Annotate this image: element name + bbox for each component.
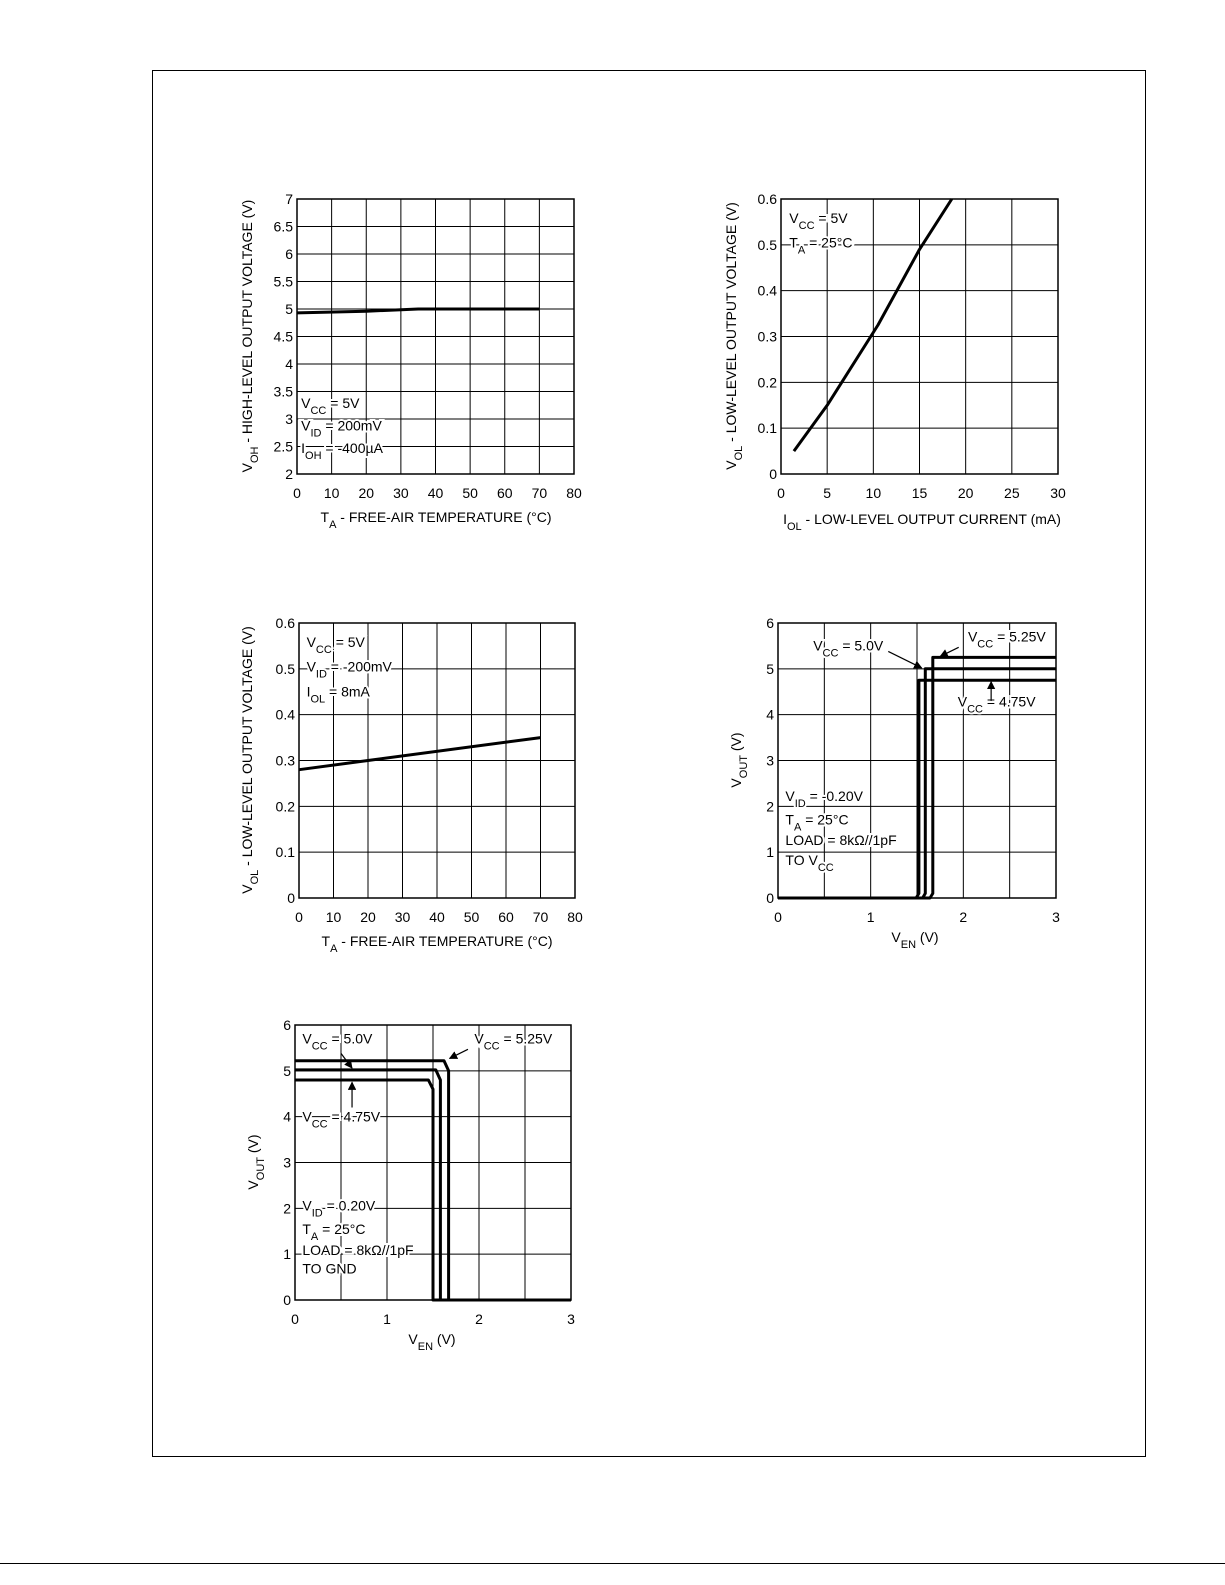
- y-tick-label: 0.2: [757, 374, 777, 391]
- annotation: [474, 1030, 552, 1052]
- subscript: OL: [310, 693, 326, 706]
- text-run: (V): [245, 1134, 261, 1157]
- text-run: - FREE-AIR TEMPERATURE (°C): [336, 509, 552, 525]
- text-run: = 5.0V: [327, 1030, 373, 1047]
- x-tick-label: 80: [566, 485, 582, 501]
- y-tick-label: 0.1: [757, 420, 777, 437]
- annotation: [301, 395, 360, 417]
- chart-vout-vs-ven-pos: [245, 1017, 575, 1353]
- subscript: CC: [483, 1040, 500, 1053]
- text-run: = 5.0V: [838, 637, 884, 654]
- y-tick-label: 1: [766, 844, 774, 861]
- subscript: EN: [417, 1341, 434, 1353]
- text-run: = 5V: [331, 633, 365, 650]
- text-run: V: [239, 463, 255, 473]
- x-tick-label: 30: [393, 485, 409, 501]
- y-tick-label: 0.4: [757, 282, 777, 299]
- x-tick-label: 3: [1052, 909, 1060, 925]
- annotation: [785, 812, 848, 834]
- y-axis-label: [728, 732, 750, 787]
- y-tick-label: 5.5: [273, 273, 293, 290]
- text-run: = 5.25V: [993, 628, 1046, 645]
- x-tick-label: 1: [383, 1311, 391, 1327]
- text-run: = 0.20V: [322, 1197, 376, 1214]
- text-run: - LOW-LEVEL OUTPUT VOLTAGE (V): [723, 202, 739, 446]
- annotation: [813, 638, 884, 660]
- annotation: [302, 1198, 376, 1220]
- subscript: CC: [977, 638, 994, 651]
- text-run: = 4.75V: [327, 1108, 381, 1125]
- text-run: V: [245, 1180, 261, 1190]
- annotation: [302, 1221, 365, 1243]
- subscript: CC: [798, 219, 815, 232]
- subscript: OH: [305, 450, 322, 463]
- y-tick-label: 7: [285, 191, 293, 207]
- subscript: ID: [794, 797, 806, 810]
- y-tick-label: 3: [766, 752, 774, 769]
- text-run: = 25°C: [318, 1221, 366, 1237]
- y-tick-label: 0.3: [275, 752, 295, 769]
- annotation: [307, 659, 393, 681]
- text-run: V: [239, 884, 255, 894]
- text-run: TO V: [785, 852, 818, 868]
- text-run: V: [891, 929, 901, 945]
- text-run: V: [302, 1197, 312, 1214]
- text-run: LOAD = 8kΩ//1pF: [302, 1242, 414, 1259]
- annotation: [785, 852, 833, 874]
- x-tick-label: 40: [429, 909, 445, 925]
- y-tick-label: 1: [283, 1246, 291, 1263]
- y-tick-label: 2: [285, 466, 293, 482]
- subscript: ID: [310, 427, 322, 440]
- text-run: = -0.20V: [805, 787, 863, 804]
- y-tick-label: 0.6: [275, 615, 295, 631]
- series-line: [299, 738, 541, 770]
- text-run: = -400µA: [321, 440, 383, 457]
- y-tick-label: 0.1: [275, 844, 295, 861]
- y-tick-label: 0.5: [275, 660, 295, 677]
- text-run: I: [306, 683, 311, 700]
- x-tick-label: 60: [496, 485, 513, 501]
- chart-voh-vs-temp: [239, 191, 582, 531]
- text-run: = 5V: [326, 395, 360, 411]
- annotation-arrow: [450, 1049, 468, 1058]
- annotation: [789, 210, 848, 232]
- text-run: T: [785, 811, 794, 828]
- text-run: V: [301, 395, 311, 411]
- x-tick-label: 0: [293, 485, 301, 501]
- y-tick-label: 2: [766, 798, 774, 815]
- text-run: = -200mV: [326, 658, 392, 675]
- text-run: TO GND: [302, 1260, 357, 1277]
- x-tick-label: 20: [358, 485, 375, 501]
- annotation: [958, 693, 1036, 715]
- text-run: V: [813, 637, 823, 654]
- text-run: - LOW-LEVEL OUTPUT CURRENT (mA): [801, 511, 1061, 527]
- text-run: V: [728, 778, 744, 788]
- x-tick-label: 20: [957, 485, 974, 501]
- text-run: (V): [728, 732, 744, 755]
- y-tick-label: 4.5: [273, 328, 293, 345]
- text-run: (V): [916, 929, 939, 945]
- text-run: = 4.75V: [983, 693, 1036, 710]
- annotation-arrow: [940, 647, 959, 656]
- x-tick-label: 50: [463, 909, 480, 925]
- subscript: CC: [311, 1040, 328, 1053]
- text-run: - FREE-AIR TEMPERATURE (°C): [337, 933, 553, 949]
- text-run: V: [474, 1030, 484, 1047]
- text-run: V: [785, 787, 795, 804]
- text-run: I: [783, 511, 787, 527]
- subscript: ID: [315, 668, 327, 681]
- y-tick-label: 0.3: [757, 328, 777, 345]
- text-run: T: [321, 933, 331, 949]
- annotation: [302, 1108, 380, 1130]
- y-tick-label: 3: [285, 411, 293, 427]
- subscript: EN: [900, 939, 917, 951]
- y-tick-label: 2.5: [273, 438, 293, 455]
- y-tick-label: 0.4: [275, 706, 295, 723]
- x-tick-label: 10: [325, 909, 342, 925]
- x-tick-label: 10: [323, 485, 340, 501]
- text-run: = 5V: [814, 209, 848, 226]
- text-run: V: [301, 417, 311, 434]
- y-tick-label: 6: [766, 615, 774, 631]
- y-tick-label: 6: [285, 246, 293, 262]
- x-tick-label: 70: [531, 485, 548, 501]
- x-axis-label: [408, 1331, 455, 1353]
- subscript: CC: [311, 1118, 328, 1131]
- y-axis-label: [245, 1134, 267, 1189]
- x-tick-label: 30: [1050, 485, 1066, 501]
- annotation: [968, 628, 1046, 650]
- text-run: - LOW-LEVEL OUTPUT VOLTAGE (V): [239, 626, 255, 870]
- x-tick-label: 0: [777, 485, 785, 501]
- y-tick-label: 5: [285, 301, 293, 317]
- y-tick-label: 0.6: [757, 191, 777, 207]
- y-tick-label: 3: [283, 1154, 291, 1171]
- x-tick-label: 1: [866, 909, 875, 925]
- series-line: [297, 309, 539, 313]
- text-run: V: [967, 628, 978, 645]
- text-run: V: [306, 633, 316, 650]
- text-run: LOAD = 8kΩ//1pF: [785, 831, 897, 848]
- y-tick-label: 4: [766, 706, 774, 723]
- y-tick-label: 4: [283, 1108, 291, 1125]
- annotation: [302, 1030, 373, 1052]
- x-tick-label: 0: [291, 1311, 299, 1327]
- text-run: - HIGH-LEVEL OUTPUT VOLTAGE (V): [239, 199, 255, 447]
- annotation: [302, 1260, 356, 1276]
- text-run: V: [306, 658, 316, 675]
- x-tick-label: 2: [475, 1311, 483, 1327]
- text-run: T: [302, 1221, 311, 1237]
- y-tick-label: 0: [766, 890, 774, 906]
- text-run: I: [301, 440, 306, 457]
- y-tick-label: 0.2: [275, 798, 295, 815]
- x-axis-label: [321, 509, 552, 531]
- x-tick-label: 70: [532, 909, 549, 925]
- annotation: [301, 440, 383, 462]
- y-tick-label: 6.5: [273, 218, 293, 235]
- subscript: OL: [786, 521, 802, 533]
- subscript: OL: [733, 445, 745, 461]
- y-tick-label: 5: [283, 1062, 291, 1079]
- y-tick-label: 0.5: [757, 236, 777, 253]
- x-tick-label: 0: [295, 909, 303, 925]
- annotation: [307, 634, 366, 656]
- annotation: [302, 1242, 413, 1258]
- text-run: V: [789, 209, 799, 226]
- subscript: OUT: [255, 1156, 267, 1181]
- y-tick-label: 3.5: [273, 383, 293, 400]
- subscript: A: [310, 1231, 319, 1243]
- subscript: OH: [249, 446, 261, 464]
- x-tick-label: 3: [567, 1311, 575, 1327]
- subscript: CC: [310, 405, 327, 417]
- x-tick-label: 30: [394, 909, 411, 925]
- x-tick-label: 80: [567, 909, 583, 925]
- subscript: CC: [817, 862, 834, 874]
- x-tick-label: 60: [498, 909, 514, 925]
- text-run: T: [789, 234, 798, 251]
- text-run: V: [723, 460, 739, 470]
- text-run: = 5.25V: [499, 1030, 553, 1047]
- x-axis-label: [891, 929, 938, 951]
- x-axis-label: [322, 933, 553, 955]
- x-tick-label: 15: [911, 485, 928, 501]
- y-tick-label: 6: [283, 1017, 291, 1033]
- chart-vol-vs-temp: [239, 615, 583, 955]
- text-run: (V): [433, 1331, 456, 1347]
- y-axis-label: [723, 202, 745, 470]
- x-tick-label: 20: [360, 909, 376, 925]
- text-run: V: [408, 1331, 418, 1347]
- text-run: = 25°C: [801, 811, 849, 828]
- subscript: A: [330, 943, 338, 955]
- y-tick-label: 0: [769, 466, 777, 482]
- x-tick-label: 5: [823, 485, 832, 501]
- subscript: CC: [315, 643, 332, 656]
- subscript: A: [329, 519, 337, 531]
- y-tick-label: 0: [287, 890, 295, 906]
- subscript: OUT: [738, 754, 750, 779]
- y-axis-label: [239, 626, 261, 894]
- x-tick-label: 0: [774, 909, 782, 925]
- text-run: V: [957, 693, 968, 710]
- x-tick-label: 25: [1004, 485, 1020, 501]
- subscript: CC: [822, 647, 839, 660]
- subscript: CC: [967, 703, 984, 716]
- x-tick-label: 50: [462, 485, 478, 501]
- text-run: = 200mV: [321, 417, 382, 434]
- annotation: [307, 683, 371, 705]
- chart-vol-vs-iol: [723, 191, 1066, 533]
- annotation: [785, 832, 896, 848]
- text-run: = 25°C: [805, 234, 853, 251]
- x-tick-label: 40: [427, 485, 444, 501]
- y-tick-label: 0: [283, 1292, 291, 1308]
- x-tick-label: 10: [865, 485, 882, 501]
- x-axis-label: [783, 511, 1061, 533]
- x-tick-label: 2: [959, 909, 968, 925]
- subscript: OL: [249, 869, 261, 885]
- text-run: V: [302, 1108, 312, 1125]
- chart-vout-vs-ven-neg: [728, 615, 1060, 951]
- y-axis-label: [239, 200, 261, 473]
- text-run: V: [302, 1030, 312, 1047]
- annotation: [789, 235, 852, 257]
- subscript: A: [793, 821, 802, 834]
- text-run: = 8mA: [325, 683, 370, 700]
- y-tick-label: 2: [283, 1200, 291, 1217]
- text-run: T: [320, 509, 330, 525]
- subscript: A: [797, 244, 806, 257]
- y-tick-label: 4: [285, 356, 293, 372]
- y-tick-label: 5: [766, 660, 774, 677]
- subscript: ID: [311, 1207, 323, 1220]
- annotation: [301, 418, 382, 440]
